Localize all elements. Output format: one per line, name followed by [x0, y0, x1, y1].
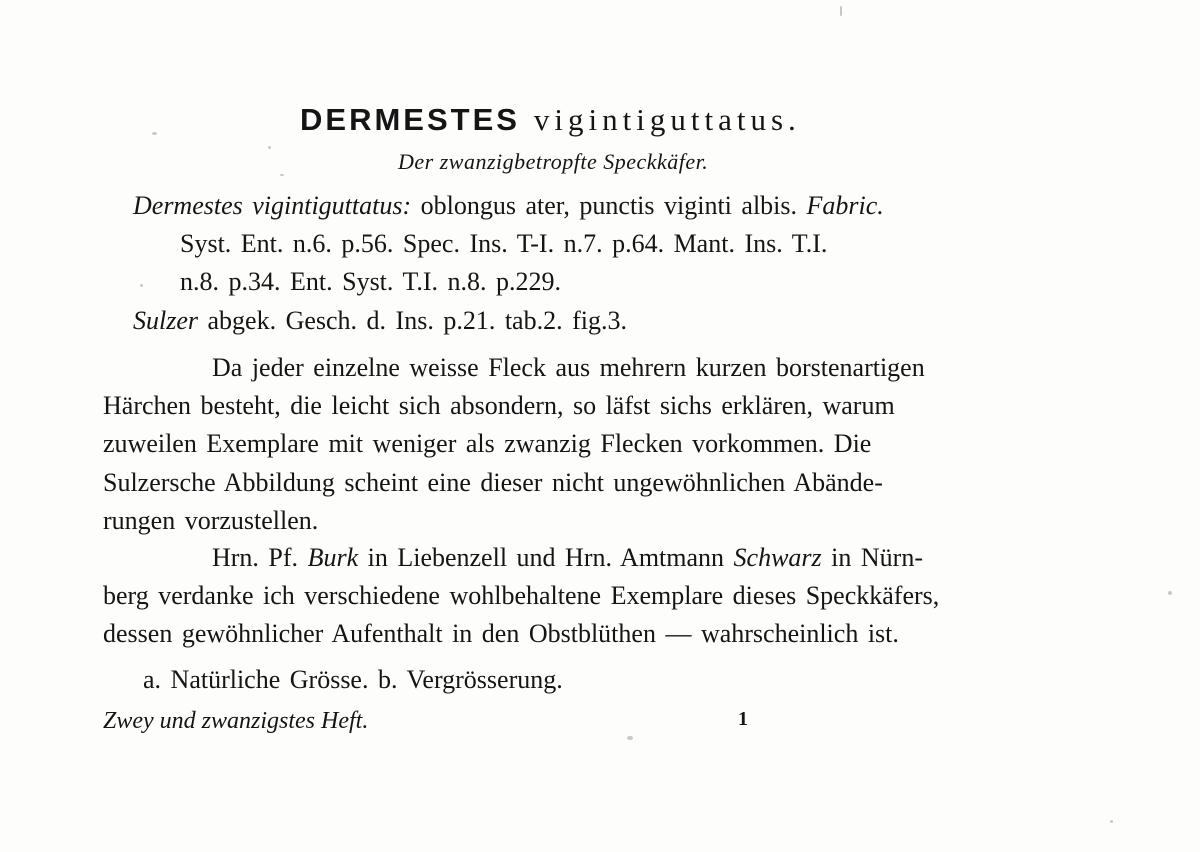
figure-legend: a. Natürliche Grösse. b. Vergrösserung. — [143, 665, 563, 694]
paragraph-2-text: in Liebenzell und Hrn. Amtmann — [358, 543, 734, 572]
reference-sulzer-name: Sulzer — [133, 306, 198, 335]
page-subtitle: Der zwanzigbetropfte Speckkäfer. — [398, 149, 709, 174]
scan-speck — [280, 174, 284, 176]
paragraph-2-line-1 — [212, 545, 923, 571]
scan-speck — [1168, 591, 1172, 595]
scan-speck — [840, 6, 842, 16]
paragraph-1-line: zuweilen Exemplare mit weniger als zwanzig Flecken vorkommen. Die — [103, 429, 872, 458]
scan-speck — [152, 132, 157, 135]
scan-speck — [140, 284, 143, 287]
title-genus: DERMESTES — [300, 102, 520, 137]
paragraph-2-text: Hrn. Pf. — [212, 543, 308, 572]
reference-sulzer-text: abgek. Gesch. d. Ins. p.21. tab.2. fig.3. — [198, 306, 627, 335]
scan-speck — [1110, 820, 1113, 823]
person-name-burk: Burk — [307, 543, 359, 572]
person-name-schwarz: Schwarz — [733, 543, 822, 572]
reference-species-name: Dermestes vigintiguttatus: — [133, 191, 412, 220]
paragraph-1-line: Da jeder einzelne weisse Fleck aus mehrern kurzen borstenartigen — [212, 353, 925, 382]
paragraph-1-line: Härchen besteht, die leicht sich absondern, so läfst sichs erklären, warum — [103, 391, 895, 420]
paragraph-2-line-2: berg verdanke ich verschiedene wohlbehaltene Exemplare dieses Speckkäfers, — [103, 581, 940, 610]
reference-line-3: n.8. p.34. Ent. Syst. T.I. n.8. p.229. — [180, 267, 562, 296]
page-title — [300, 104, 801, 136]
paragraph-1-line: rungen vorzustellen. — [103, 506, 319, 535]
reference-sulzer-line — [133, 308, 627, 334]
paragraph-2-text: in Nürn- — [821, 543, 923, 572]
reference-line-2: Syst. Ent. n.6. p.56. Spec. Ins. T-I. n.7. p.64. Mant. Ins. T.I. — [180, 229, 828, 258]
signature-mark: 1 — [738, 708, 748, 730]
title-species: vigintiguttatus. — [533, 102, 801, 137]
reference-description: oblongus ater, punctis viginti albis. — [411, 191, 807, 220]
scan-speck — [627, 736, 633, 740]
issue-footer: Zwey und zwanzigstes Heft. — [103, 708, 369, 734]
paragraph-1-line: Sulzersche Abbildung scheint eine dieser nicht ungewöhnlichen Abände- — [103, 468, 883, 497]
reference-author: Fabric. — [806, 191, 884, 220]
paragraph-2-line-3: dessen gewöhnlicher Aufenthalt in den Obstblüthen — wahrscheinlich ist. — [103, 619, 899, 648]
reference-line-1 — [133, 193, 884, 219]
scan-speck — [268, 146, 271, 149]
